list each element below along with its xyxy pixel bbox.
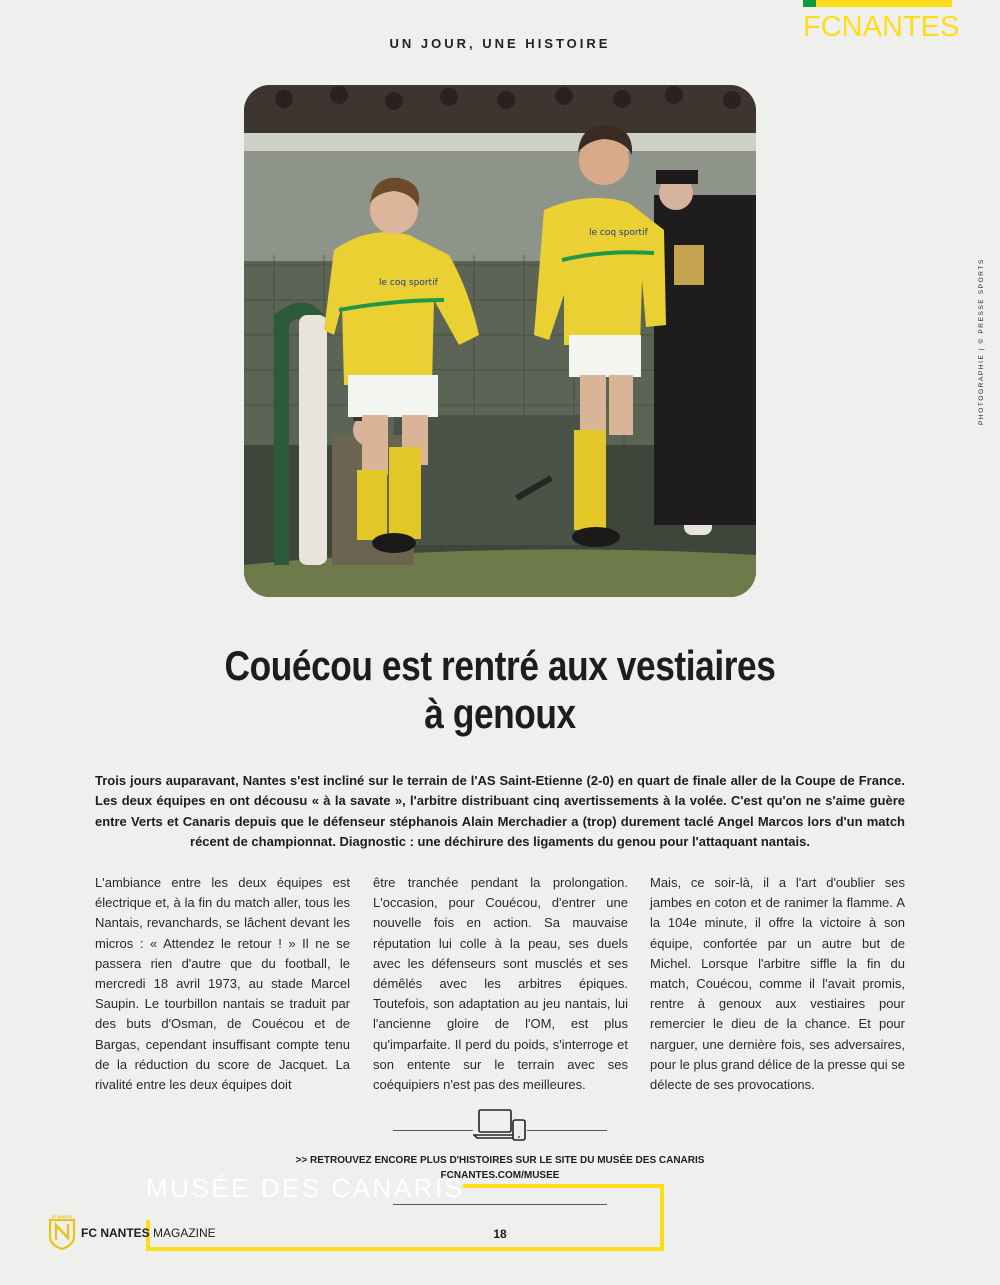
divider-left [393,1130,473,1131]
brand-color-bar [803,0,952,7]
article-column-3: Mais, ce soir-là, il a l'art d'oublier ses jambes en coton et de ranimer la flamme. A la 104e minute, il offre la victoire à son équipe, confortée par un autre but de Michel. Lorsque l'arbitre siffle la fin du match, Couécou, comme il l'avait promis, rentre à genoux aux vestiaires pour remercier le dieu de la chance. Et pour narguer, une dernière fois, ses adversaires, pour le plus grand délice de la presse qui se délecte de ses provocations. [650,875,905,1093]
photo-credit: PHOTOGRAPHIE | © PRESSE SPORTS [978,258,985,425]
shirt-logo-right: le coq sportif [589,228,648,238]
brand-green-accent [803,0,816,7]
article-column-2: être tranchée pendant la prolongation. L'occasion, pour Couécou, d'entrer une nouvelle fois en action. Sa mauvaise réputation lui colle à la peau, ses duels avec les défenseurs sont musclés et ses démêlés avec les arbitres épiques. Toutefois, son adaptation au jeu nantais, lui l'ancienne gloire de l'OM, est plus qu'imparfaite. Il perd du poids, s'interroge et son entente sur le terrain avec ses coéquipiers n'est pas des meilleures. [373,875,628,1093]
article-photo [244,85,756,597]
page-number: 18 [493,1227,507,1241]
magazine-brand-rest: MAGAZINE [149,1226,216,1240]
magazine-brand [81,1226,216,1240]
section-label: UN JOUR, UNE HISTOIRE [389,36,611,51]
article-title-line1: Couécou est rentré aux vestiaires [224,642,776,689]
fc-nantes-crest-icon [48,1214,76,1250]
crest-text: FC NANTES [51,1215,73,1219]
cta-text: >> RETROUVEZ ENCORE PLUS D'HISTOIRES SUR LE SITE DU MUSÉE DES CANARIS [295,1155,705,1166]
players-photo-illustration [244,85,756,597]
museum-title: MUSÉE DES CANARIS [146,1173,465,1203]
divider-right [527,1130,607,1131]
brand-wordmark: FCNANTES [803,11,960,43]
devices-icon [473,1108,527,1142]
magazine-brand-bold: FC NANTES [81,1226,150,1240]
museum-link[interactable]: FCNANTES.COM/MUSEE [440,1170,560,1181]
shirt-logo-left: le coq sportif [379,278,438,288]
article-intro: Trois jours auparavant, Nantes s'est incliné sur le terrain de l'AS Saint-Etienne (2-0) en quart de finale aller de la Coupe de France. Les deux équipes en ont décousu « à la savate », l'arbitre distribuant cinq avertissements à la volée. C'est qu'on ne s'aime guère entre Verts et Canaris depuis que le défenseur stéphanois Alain Merchadier a (trop) durement taclé Angel Marcos lors d'un match récent de championnat. Diagnostic : une déchirure des ligaments du genou pour l'attaquant nantais. [95,773,905,849]
article-title [206,642,794,738]
article-column-1: L'ambiance entre les deux équipes est électrique et, à la fin du match aller, tous les Nantais, revanchards, se lâchent devant les micros : « Attendez le retour ! » Il ne se passera rien d'autre que du football, le mercredi 18 avril 1973, au stade Marcel Saupin. Le tourbillon nantais se traduit par des buts d'Osman, de Couécou et de Bargas, cependant insuffisant compte tenu de la réduction du score de Jacquet. La rivalité entre les deux équipes doit [95,875,350,1093]
article-title-line2: à genoux [424,690,576,737]
